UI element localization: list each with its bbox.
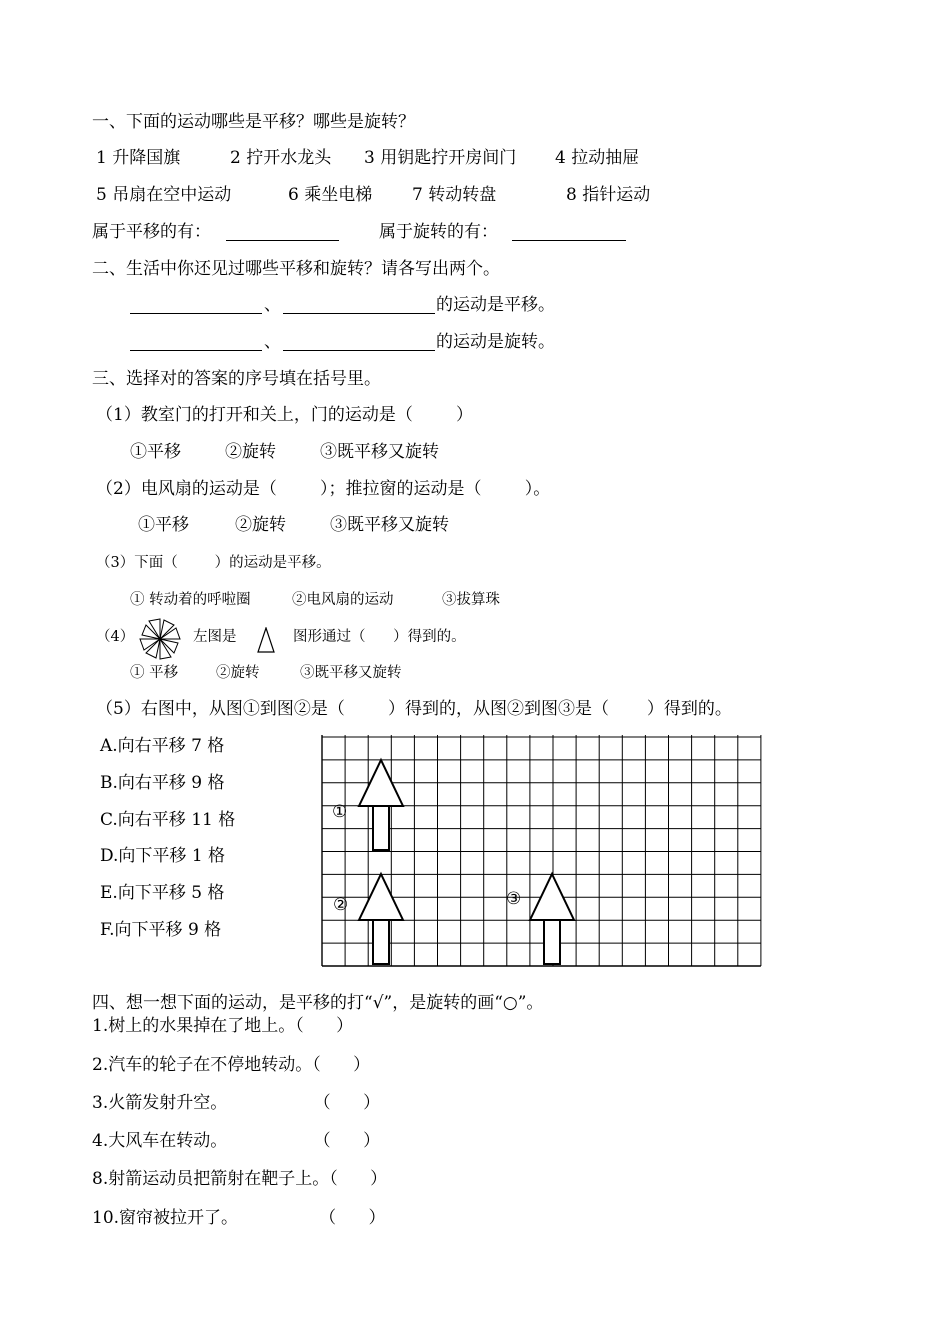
- option[interactable]: ① 平移: [130, 665, 179, 681]
- rotation-label: 属于旋转的有：: [379, 222, 498, 242]
- option[interactable]: E.向下平移 5 格: [100, 883, 225, 903]
- option[interactable]: D.向下平移 1 格: [100, 846, 226, 866]
- question-4-prefix: （4）: [96, 629, 135, 645]
- question-3: （3）下面（ ）的运动是平移。: [96, 555, 331, 571]
- translation-label: 属于平移的有：: [92, 222, 211, 242]
- list-item: 8 指针运动: [566, 185, 651, 205]
- pinwheel-figure: [138, 616, 182, 662]
- option[interactable]: ②旋转: [225, 442, 276, 462]
- option[interactable]: ③既平移又旋转: [300, 665, 402, 681]
- list-item: 1 升降国旗: [96, 148, 181, 168]
- rotation-example-blank-1[interactable]: [130, 335, 262, 351]
- judgement-item: 10.窗帘被拉开了。 （ ）: [92, 1208, 386, 1228]
- figure-label-3: ③: [506, 889, 522, 909]
- question-5: （5）右图中，从图①到图②是（ ）得到的，从图②到图③是（ ）得到的。: [96, 699, 732, 719]
- list-item: 3 用钥匙拧开房间门: [364, 148, 517, 168]
- option[interactable]: ②旋转: [235, 515, 286, 535]
- rotation-answer-blank[interactable]: [512, 225, 626, 241]
- question-4-suffix: 图形通过（ ）得到的。: [293, 629, 466, 645]
- section2-title: 二、生活中你还见过哪些平移和旋转？请各写出两个。: [92, 259, 500, 279]
- judgement-item: 8.射箭运动员把箭射在靶子上。（ ）: [92, 1169, 388, 1189]
- question-2: （2）电风扇的运动是（ ）；推拉窗的运动是（ ）。: [96, 479, 551, 499]
- option[interactable]: ③既平移又旋转: [320, 442, 439, 462]
- separator: 、: [264, 295, 281, 315]
- translation-grid-figure: [318, 733, 768, 969]
- judgement-item: 3.火箭发射升空。 （ ）: [92, 1093, 381, 1113]
- option[interactable]: A.向右平移 7 格: [100, 736, 225, 756]
- rotation-example-blank-2[interactable]: [283, 335, 435, 351]
- section3-title: 三、选择对的答案的序号填在括号里。: [92, 369, 381, 389]
- question-1: （1）教室门的打开和关上，门的运动是（ ）: [96, 405, 474, 425]
- option[interactable]: ③既平移又旋转: [330, 515, 449, 535]
- rotation-suffix: 的运动是旋转。: [436, 332, 555, 352]
- option[interactable]: F.向下平移 9 格: [100, 920, 222, 940]
- option[interactable]: ②旋转: [216, 665, 260, 681]
- judgement-item: 4.大风车在转动。 （ ）: [92, 1131, 381, 1151]
- translation-answer-blank[interactable]: [226, 225, 339, 241]
- question-4-mid: 左图是: [193, 629, 237, 645]
- section4-title: 四、想一想下面的运动，是平移的打“√”，是旋转的画“○”。: [92, 993, 544, 1013]
- arrow-figure-1: [359, 760, 403, 850]
- translation-suffix: 的运动是平移。: [436, 295, 555, 315]
- arrow-figure-3: [530, 874, 574, 964]
- triangle-figure: [257, 627, 275, 653]
- list-item: 4 拉动抽屉: [555, 148, 640, 168]
- list-item: 5 吊扇在空中运动: [96, 185, 232, 205]
- figure-label-2: ②: [333, 895, 349, 915]
- translation-example-blank-1[interactable]: [130, 298, 262, 314]
- figure-label-1: ①: [332, 802, 348, 822]
- option[interactable]: C.向右平移 11 格: [100, 810, 236, 830]
- option[interactable]: B.向右平移 9 格: [100, 773, 225, 793]
- list-item: 7 转动转盘: [412, 185, 497, 205]
- list-item: 2 拧开水龙头: [230, 148, 332, 168]
- option[interactable]: ①平移: [138, 515, 189, 535]
- option[interactable]: ②电风扇的运动: [292, 592, 394, 608]
- list-item: 6 乘坐电梯: [288, 185, 373, 205]
- separator: 、: [264, 332, 281, 352]
- option[interactable]: ① 转动着的呼啦圈: [130, 592, 251, 608]
- option[interactable]: ①平移: [130, 442, 181, 462]
- arrow-figure-2: [359, 874, 403, 964]
- option[interactable]: ③拔算珠: [442, 592, 500, 608]
- section1-title: 一、下面的运动哪些是平移？哪些是旋转？: [92, 112, 415, 132]
- judgement-item: 1.树上的水果掉在了地上。（ ）: [92, 1016, 354, 1036]
- translation-example-blank-2[interactable]: [283, 298, 435, 314]
- judgement-item: 2.汽车的轮子在不停地转动。（ ）: [92, 1055, 371, 1075]
